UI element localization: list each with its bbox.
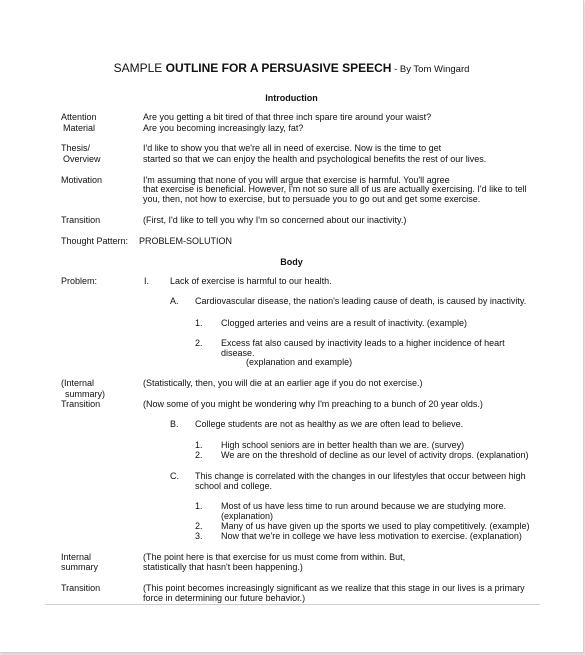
- point-b-text: College students are not as healthy as we are often lead to believe.: [195, 419, 464, 429]
- point-c1-text-2: (explanation): [221, 511, 274, 521]
- transition-text: (First, I'd like to tell you why I'm so concerned about our inactivity.): [143, 215, 407, 225]
- point-b1-number: 1.: [195, 440, 203, 450]
- point-a1-text: Clogged arteries and veins are a result of inactivity. (example): [221, 318, 467, 328]
- point-a-label: A.: [170, 296, 179, 306]
- point-c-text-2: school and college.: [195, 481, 273, 491]
- attention-text-2: Are you becoming increasingly lazy, fat?: [143, 123, 304, 133]
- document-title: [0, 59, 583, 77]
- motivation-text-2: that exercise is beneficial. However, I'm not so sure all of us are actually exercising. I'd like to tell: [143, 184, 527, 194]
- attention-text-1: Are you getting a bit tired of that three inch spare tire around your waist?: [143, 112, 432, 122]
- roman-numeral-1: I.: [144, 276, 150, 286]
- title-prefix: SAMPLE: [113, 61, 166, 75]
- point-c1-number: 1.: [195, 501, 203, 511]
- point-c2-text: Many of us have given up the sports we used to play competitively. (example): [221, 521, 530, 531]
- point-a2-text-2: disease.: [221, 348, 255, 358]
- motivation-text-3: you, then, not how to exercise, but to persuade you to go out and get some exercise.: [143, 194, 481, 204]
- title-main: OUTLINE FOR A PERSUASIVE SPEECH: [165, 61, 392, 75]
- internal-summary-2-label-2: summary: [61, 562, 99, 572]
- thought-pattern-label: Thought Pattern:: [61, 236, 129, 246]
- thesis-label: Thesis/: [61, 143, 91, 153]
- attention-label: Attention: [61, 112, 97, 122]
- thesis-text-2: started so that we can enjoy the health and psychological benefits the rest of our lives.: [143, 154, 487, 164]
- point-c-text-1: This change is correlated with the changes in our lifestyles that occur between high: [195, 471, 526, 481]
- problem-label: Problem:: [61, 276, 98, 286]
- introduction-heading: Introduction: [265, 93, 318, 103]
- title-author: - By Tom Wingard: [391, 64, 470, 75]
- overview-label: Overview: [63, 154, 101, 164]
- point-c2-number: 2.: [195, 521, 203, 531]
- transition-3-text-2: force in determining our future behavior.): [143, 593, 306, 603]
- material-label: Material: [63, 123, 96, 133]
- transition-2-label: Transition: [61, 399, 101, 409]
- internal-summary-2-text-2: statistically that hasn't been happening.): [143, 562, 303, 572]
- point-b1-text: High school seniors are in better health than we are. (survey): [221, 440, 465, 450]
- internal-summary-label-1: (Internal: [61, 378, 95, 388]
- point-a2-text-1: Excess fat also caused by inactivity leads to a higher incidence of heart: [221, 338, 505, 348]
- point-1-text: Lack of exercise is harmful to our health.: [170, 276, 332, 286]
- point-b2-text: We are on the threshold of decline as our level of activity drops. (explanation): [221, 450, 529, 460]
- transition-3-label: Transition: [61, 583, 101, 593]
- thought-pattern-text: PROBLEM-SOLUTION: [139, 236, 233, 246]
- internal-summary-label-2: summary): [65, 389, 105, 399]
- internal-summary-2-label-1: Internal: [61, 552, 92, 562]
- point-b2-number: 2.: [195, 450, 203, 460]
- thesis-text-1: I'd like to show you that we're all in need of exercise. Now is the time to get: [143, 143, 442, 153]
- transition-3-text-1: (This point becomes increasingly significant as we realize that this stage in our lives is a primary: [143, 583, 525, 593]
- motivation-text-1: I'm assuming that none of you will argue that exercise is harmful. You'll agree: [143, 175, 450, 185]
- page-divider: [45, 604, 540, 605]
- point-c3-number: 3.: [195, 531, 203, 541]
- point-a1-number: 1.: [195, 318, 203, 328]
- internal-summary-text: (Statistically, then, you will die at an earlier age if you do not exercise.): [143, 378, 423, 388]
- transition-label: Transition: [61, 215, 101, 225]
- point-c1-text-1: Most of us have less time to run around because we are studying more.: [221, 501, 507, 511]
- point-c-label: C.: [170, 471, 179, 481]
- body-heading: Body: [280, 257, 303, 267]
- internal-summary-2-text-1: (The point here is that exercise for us must come from within. But,: [143, 552, 406, 562]
- transition-2-text: (Now some of you might be wondering why I'm preaching to a bunch of 20 year olds.): [143, 399, 483, 409]
- point-c3-text: Now that we're in college we have less motivation to exercise. (explanation): [221, 531, 522, 541]
- point-a-text: Cardiovascular disease, the nation's leading cause of death, is caused by inactivity.: [195, 296, 527, 306]
- point-a2-number: 2.: [195, 338, 203, 348]
- point-b-label: B.: [170, 419, 179, 429]
- point-a2-text-3: (explanation and example): [246, 357, 353, 367]
- motivation-label: Motivation: [61, 175, 103, 185]
